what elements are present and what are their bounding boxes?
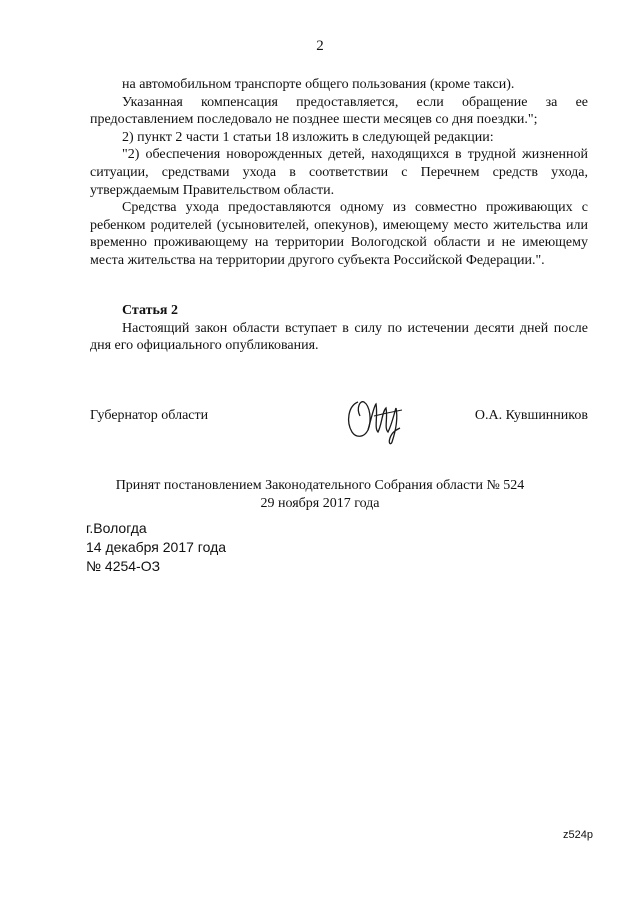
- paragraph: "2) обеспечения новорожденных детей, находящихся в трудной жизненной ситуации, средствами ухода в соответствии с Перечнем средств ухода, утверждаемым Правительством области.: [90, 147, 588, 198]
- article-1-continuation: [90, 76, 588, 270]
- paragraph: Указанная компенсация предоставляется, если обращение за ее предоставлением последовало не позднее шести месяцев со дня поездки.";: [90, 94, 588, 128]
- adoption-line: Принят постановлением Законодательного Собрания области № 524: [115, 478, 525, 493]
- signature-block: [90, 408, 588, 448]
- paragraph: Средства ухода предоставляются одному из совместно проживающих с ребенком родителей (усыновителей, опекунов), имеющему место жительства или временно проживающему на территории Вологодской области и не имеющему места жительства на территории другого субъекта Российской Федерации.".: [90, 200, 588, 268]
- signing-date: 14 декабря 2017 года: [86, 539, 227, 555]
- signatory-role: Губернатор области: [90, 408, 209, 423]
- city: г.Вологда: [86, 520, 147, 536]
- page-number: 2: [316, 38, 324, 54]
- signatory-name: О.А. Кувшинников: [474, 408, 588, 423]
- handwritten-signature-icon: [344, 394, 410, 446]
- adoption-note: [0, 477, 640, 513]
- article-2: [90, 302, 588, 355]
- article-text: Настоящий закон области вступает в силу по истечении десяти дней после дня его официального опубликования.: [90, 320, 588, 354]
- place-date-number: [86, 519, 226, 576]
- article-title: Статья 2: [122, 303, 178, 318]
- paragraph: на автомобильном транспорте общего пользования (кроме такси).: [122, 77, 515, 92]
- law-number: № 4254-ОЗ: [86, 558, 161, 574]
- paragraph: 2) пункт 2 части 1 статьи 18 изложить в следующей редакции:: [122, 129, 494, 145]
- document-code: z524p: [563, 829, 593, 841]
- adoption-date: 29 ноября 2017 года: [260, 496, 380, 511]
